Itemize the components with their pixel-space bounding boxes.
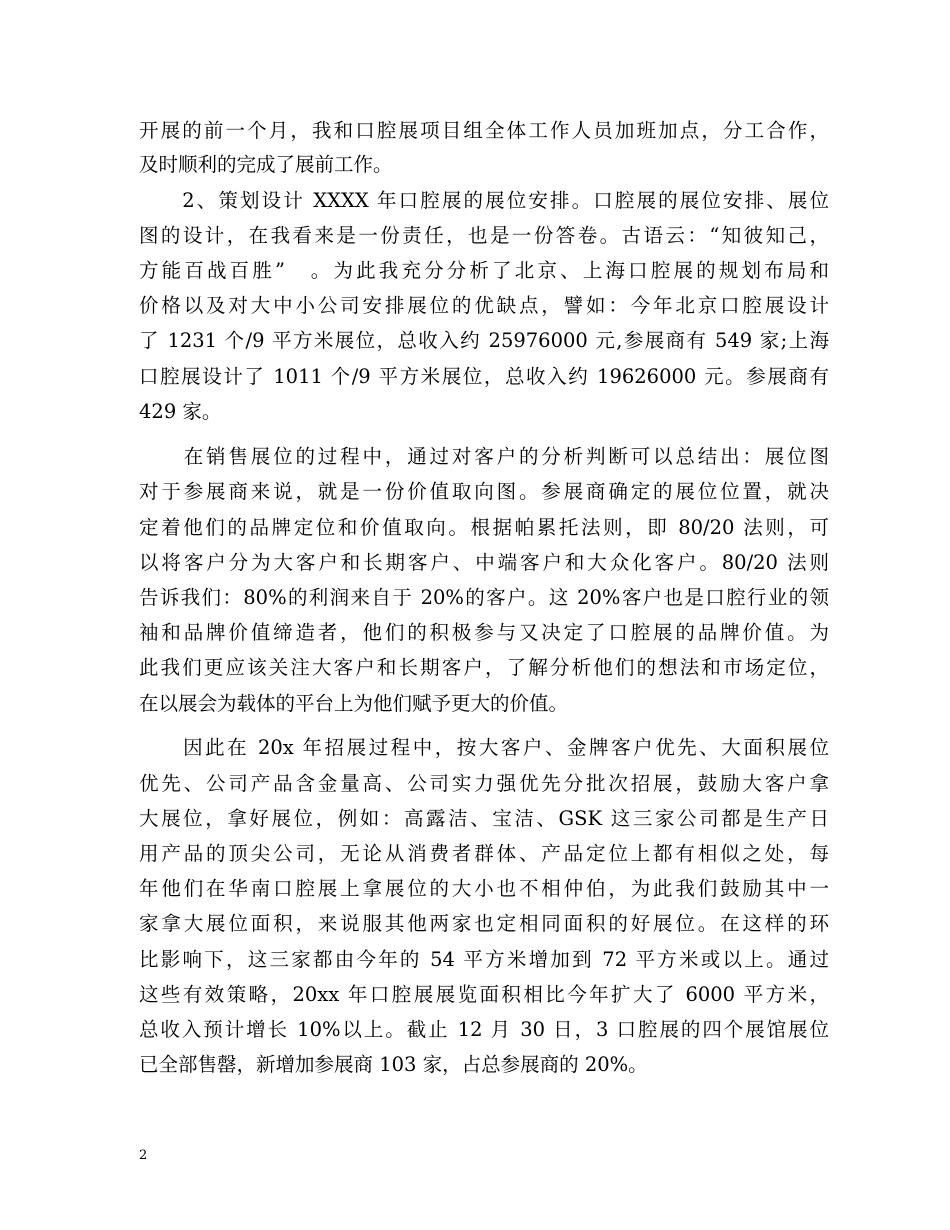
text-line: 家拿大展位面积，来说服其他两家也定相同面积的好展位。在这样的环 [139,912,829,935]
text-line: 此我们更应该关注大客户和长期客户，了解分析他们的想法和市场定位， [139,656,829,679]
text-line: 定着他们的品牌定位和价值取向。根据帕累托法则，即 80/20 法则，可 [139,516,829,539]
text-line: 因此在 20x 年招展过程中，按大客户、金牌客户优先、大面积展位 [139,736,829,759]
text-line: 用产品的顶尖公司，无论从消费者群体、产品定位上都有相似之处，每 [139,842,829,865]
text-line: 2、策划设计 XXXX 年口腔展的展位安排。口腔展的展位安排、展位 [139,189,829,212]
text-line: 已全部售罄，新增加参展商 103 家，占总参展商的 20%。 [139,1053,648,1076]
text-line: 了 1231 个/9 平方米展位，总收入约 25976000 元,参展商有 549 家;上海 [139,329,829,352]
text-line: 袖和品牌价值缔造者，他们的积极参与又决定了口腔展的品牌价值。为 [139,621,829,644]
text-line: 在以展会为载体的平台上为他们赋予更大的价值。 [139,692,569,715]
text-line: 年他们在华南口腔展上拿展位的大小也不相仲伯，为此我们鼓励其中一 [139,877,829,900]
text-line: 在销售展位的过程中，通过对客户的分析判断可以总结出：展位图 [139,445,829,468]
text-line: 开展的前一个月，我和口腔展项目组全体工作人员加班加点，分工合作， [139,119,829,142]
text-line: 总收入预计增长 10%以上。截止 12 月 30 日，3 口腔展的四个展馆展位 [139,1018,829,1041]
page-number: 2 [139,1148,148,1163]
text-line: 这些有效策略，20xx 年口腔展展览面积相比今年扩大了 6000 平方米， [139,983,829,1006]
text-line: 告诉我们：80%的利润来自于 20%的客户。这 20%客户也是口腔行业的领 [139,586,829,609]
text-line: 价格以及对大中小公司安排展位的优缺点，譬如：今年北京口腔展设计 [139,294,829,317]
text-line: 优先、公司产品含金量高、公司实力强优先分批次招展，鼓励大客户拿 [139,772,829,795]
text-line: 方能百战百胜” 。为此我充分分析了北京、上海口腔展的规划布局和 [139,259,829,282]
text-line: 及时顺利的完成了展前工作。 [139,153,393,176]
text-line: 口腔展设计了 1011 个/9 平方米展位，总收入约 19626000 元。参展商有 [139,365,829,388]
text-line: 对于参展商来说，就是一份价值取向图。参展商确定的展位位置，就决 [139,480,829,503]
text-line: 以将客户分为大客户和长期客户、中端客户和大众化客户。80/20 法则 [139,551,829,574]
text-line: 图的设计，在我看来是一份责任，也是一份答卷。古语云：“知彼知己， [139,224,829,247]
text-line: 大展位，拿好展位，例如：高露洁、宝洁、GSK 这三家公司都是生产日 [139,807,829,830]
text-line: 429 家。 [139,400,222,423]
text-line: 比影响下，这三家都由今年的 54 平方米增加到 72 平方米或以上。通过 [139,948,829,971]
